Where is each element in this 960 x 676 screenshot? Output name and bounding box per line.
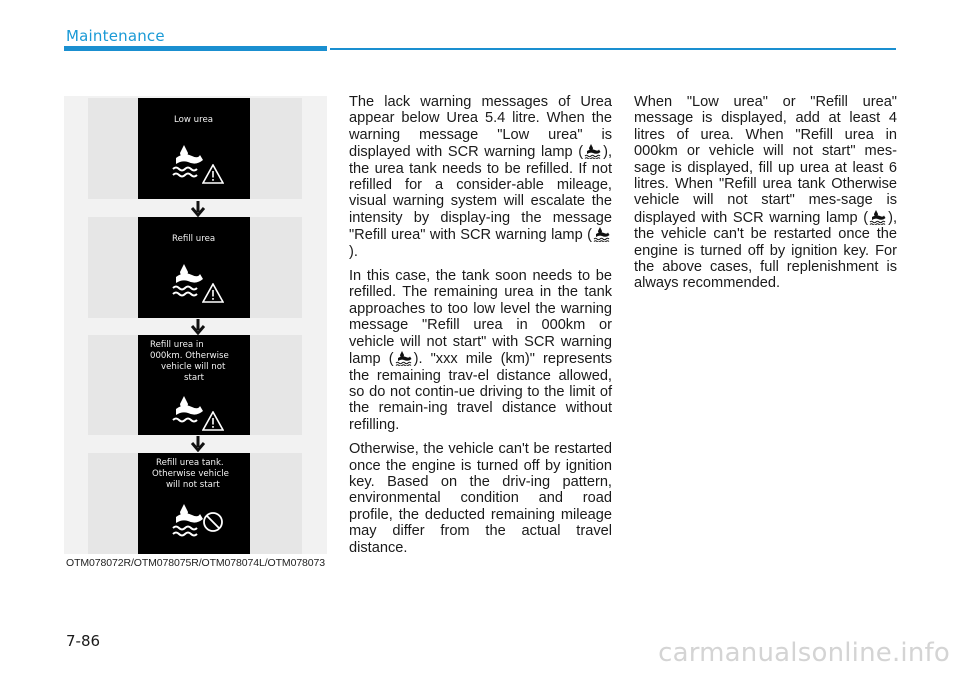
screen-message bbox=[138, 234, 250, 245]
header-rule-thin bbox=[330, 48, 896, 50]
screen-message-line: will not start bbox=[166, 480, 220, 490]
section-title: Maintenance bbox=[66, 27, 165, 45]
text: The lack warning messages of Urea appear below Urea 5.4 litre. When the warning message "Low urea" is displayed with SCR warning lamp ( bbox=[349, 94, 612, 161]
scr-warning-lamp-icon bbox=[593, 226, 611, 242]
arrow-down-icon bbox=[191, 436, 205, 452]
text: In this case, the tank soon needs to be refilled. The remaining urea in the tank approaches to too low level the warning message "Refill urea in 000km or vehicle will not start" with SCR warning lamp ( bbox=[349, 268, 612, 368]
scr-warning-lamp-icon bbox=[395, 350, 413, 366]
body-column-right bbox=[634, 94, 897, 300]
screen-message-line: Refill urea tank. bbox=[156, 458, 224, 468]
figure-code: OTM078072R/OTM078075R/OTM078074L/OTM078073 bbox=[66, 557, 326, 569]
cluster-screen-refill-urea-tank bbox=[138, 453, 250, 554]
page-number: 7-86 bbox=[66, 632, 101, 650]
screen-message bbox=[138, 340, 250, 384]
warning-triangle-icon bbox=[202, 283, 224, 303]
paragraph bbox=[349, 268, 612, 433]
warning-message-figure bbox=[64, 96, 327, 554]
screen-message-line: vehicle will not bbox=[161, 362, 226, 372]
cluster-screen-refill-urea bbox=[138, 217, 250, 318]
watermark: carmanualsonline.info bbox=[658, 638, 950, 668]
cluster-screen-low-urea bbox=[138, 98, 250, 199]
screen-message bbox=[138, 115, 250, 126]
header-rule-thick bbox=[64, 46, 327, 51]
paragraph bbox=[634, 94, 897, 292]
body-column-left bbox=[349, 94, 612, 564]
text: ), the urea tank needs to be refilled. If not refilled for a consider-able mileage, visual warning system will escalate the intensity by display-ing the message "Refill urea" with SCR warning lamp ( bbox=[349, 144, 612, 244]
scr-warning-lamp-icon bbox=[869, 209, 887, 225]
paragraph bbox=[349, 94, 612, 260]
screen-message-line: Refill urea in bbox=[150, 340, 204, 350]
screen-message-line: Otherwise vehicle bbox=[152, 469, 229, 479]
warning-triangle-icon bbox=[202, 164, 224, 184]
cluster-screen-refill-urea-km bbox=[138, 335, 250, 435]
screen-message-line: 000km. Otherwise bbox=[150, 351, 229, 361]
screen-message-line: Low urea bbox=[174, 115, 213, 125]
paragraph: Otherwise, the vehicle can't be restarted once the engine is turned off by ignition key. Based on the driv-ing pattern, environmental condition and road profile, the deducted remaining mileage may differ from the actual travel distance. bbox=[349, 441, 612, 556]
arrow-down-icon bbox=[191, 319, 205, 335]
no-entry-icon bbox=[202, 511, 224, 533]
text: ). bbox=[349, 243, 358, 260]
arrow-down-icon bbox=[191, 201, 205, 217]
text: ), the vehicle can't be restarted once the engine is turned off by ignition key. For the above cases, full replenishment is always recommended. bbox=[634, 209, 897, 292]
screen-message-line: start bbox=[184, 373, 205, 383]
screen-message-line: Refill urea bbox=[172, 234, 216, 244]
text: When "Low urea" or "Refill urea" message is displayed, add at least 4 litres of urea. When "Refill urea in 000km or vehicle will not start" mes-sage is displayed, fill up urea at least 6 litres. When "Refill urea tank Otherwise vehicle will not start" mes-sage is displayed with SCR warning lamp ( bbox=[634, 94, 897, 226]
text: ). "xxx mile (km)" represents the remaining trav-el distance allowed, so do not contin-ue driving to the limit of the remain-ing travel distance without refilling. bbox=[349, 351, 613, 433]
warning-triangle-icon bbox=[202, 411, 224, 431]
scr-warning-lamp-icon bbox=[584, 143, 602, 159]
screen-message bbox=[138, 458, 250, 491]
